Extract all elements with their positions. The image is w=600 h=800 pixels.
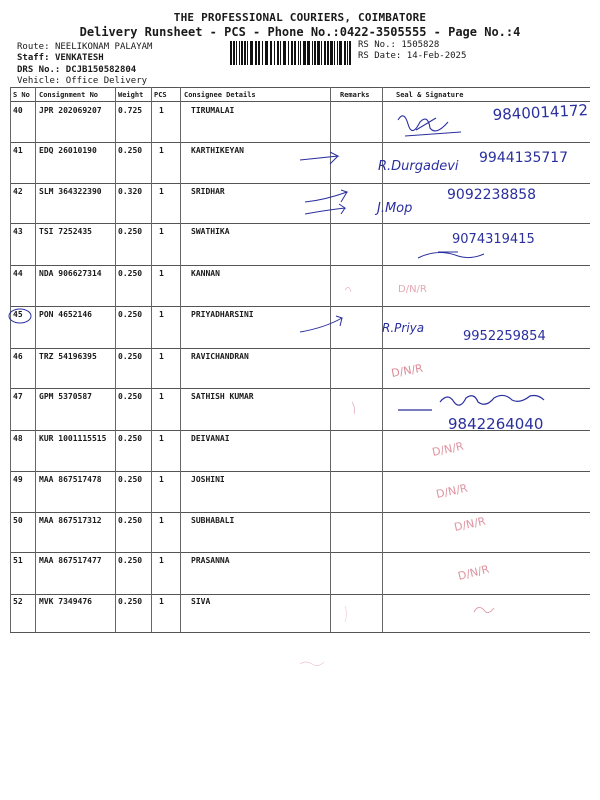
barcode-bar xyxy=(294,41,296,65)
barcode-bar xyxy=(255,41,257,65)
barcode-bar xyxy=(314,41,316,65)
rs-date-value: 14-Feb-2025 xyxy=(406,51,467,61)
column-divider xyxy=(35,87,36,632)
column-divider xyxy=(10,87,11,632)
signature-42: J.Mop xyxy=(377,201,413,216)
signature-41: R.Durgadevi xyxy=(378,159,459,174)
cell-consignee: SWATHIKA xyxy=(191,227,230,236)
cell-pcs: 1 xyxy=(159,556,164,565)
barcode-bar xyxy=(330,41,333,65)
barcode-bar xyxy=(233,41,235,65)
cell-weight: 0.250 xyxy=(118,475,143,484)
cell-weight: 0.250 xyxy=(118,392,143,401)
row-divider xyxy=(10,512,590,513)
staff-value: VENKATESH xyxy=(54,53,104,63)
row-divider xyxy=(10,101,590,102)
cell-weight: 0.250 xyxy=(118,516,143,525)
col-header-remarks: Remarks xyxy=(340,91,370,99)
barcode-bar xyxy=(347,41,348,65)
cell-sno: 43 xyxy=(13,227,23,236)
vehicle-label: Vehicle: xyxy=(17,76,61,86)
cell-consignment: NDA 906627314 xyxy=(39,269,102,278)
cell-pcs: 1 xyxy=(159,352,164,361)
col-header-sno: S No xyxy=(13,91,30,99)
barcode-bar xyxy=(334,41,335,65)
cell-consignment: MAA 867517478 xyxy=(39,475,102,484)
cell-consignment: EDQ 26010190 xyxy=(39,146,97,155)
cell-sno: 50 xyxy=(13,516,23,525)
column-divider xyxy=(115,87,116,632)
cell-pcs: 1 xyxy=(159,597,164,606)
col-header-seal: Seal & Signature xyxy=(396,91,464,99)
row-divider xyxy=(10,223,590,224)
barcode-bar xyxy=(241,41,243,65)
cell-weight: 0.250 xyxy=(118,434,143,443)
row-divider xyxy=(10,632,590,633)
cell-consignee: SUBHABALI xyxy=(191,516,235,525)
barcode-bar xyxy=(337,41,338,65)
cell-consignment: GPM 5370587 xyxy=(39,392,92,401)
row-divider xyxy=(10,594,590,595)
barcode-bar xyxy=(288,41,289,65)
route-value: NEELIKONAM PALAYAM xyxy=(54,42,153,52)
row-divider xyxy=(10,183,590,184)
barcode-bar xyxy=(300,41,301,65)
col-header-weight: Weight xyxy=(118,91,144,99)
phone-47: 9842264040 xyxy=(448,415,544,433)
cell-pcs: 1 xyxy=(159,106,164,115)
row-divider xyxy=(10,306,590,307)
barcode-bar xyxy=(291,41,293,65)
barcode-bar xyxy=(280,41,281,65)
runsheet-table xyxy=(10,87,590,632)
cell-consignment: JPR 202069207 xyxy=(39,106,102,115)
barcode-bar xyxy=(327,41,329,65)
cell-pcs: 1 xyxy=(159,475,164,484)
cell-sno: 44 xyxy=(13,269,23,278)
cell-consignment: MAA 867517312 xyxy=(39,516,102,525)
cell-consignment: MAA 867517477 xyxy=(39,556,102,565)
barcode-bar xyxy=(283,41,286,65)
cell-weight: 0.725 xyxy=(118,106,143,115)
cell-pcs: 1 xyxy=(159,187,164,196)
note-44: D/N/R xyxy=(398,284,427,295)
drs-value: DCJB150582804 xyxy=(65,65,137,75)
barcode-bar xyxy=(244,41,246,65)
row-divider xyxy=(10,471,590,472)
row-divider xyxy=(10,265,590,266)
col-header-consignee: Consignee Details xyxy=(184,91,256,99)
cell-consignment: KUR 1001115515 xyxy=(39,434,107,443)
cell-weight: 0.250 xyxy=(118,597,143,606)
cell-sno: 42 xyxy=(13,187,23,196)
row-divider xyxy=(10,142,590,143)
cell-consignment: SLM 364322390 xyxy=(39,187,102,196)
company-name: THE PROFESSIONAL COURIERS, COIMBATORE xyxy=(173,11,427,24)
barcode-bar xyxy=(274,41,275,65)
column-divider xyxy=(382,87,383,632)
cell-consignee: SIVA xyxy=(191,597,211,606)
stray-mark xyxy=(300,662,324,666)
drs-label: DRS No.: xyxy=(17,65,61,75)
rs-number-label: RS No.: xyxy=(358,40,396,50)
note-51: D/N/R xyxy=(456,562,491,583)
cell-weight: 0.250 xyxy=(118,352,143,361)
cell-weight: 0.320 xyxy=(118,187,143,196)
barcode-bar xyxy=(324,41,326,65)
barcode-bar xyxy=(344,41,346,65)
cell-weight: 0.250 xyxy=(118,146,143,155)
column-divider xyxy=(330,87,331,632)
cell-consignment: PON 4652146 xyxy=(39,310,92,319)
cell-weight: 0.250 xyxy=(118,227,143,236)
vehicle-line xyxy=(17,76,147,87)
phone-41: 9944135717 xyxy=(479,150,569,166)
row-divider xyxy=(10,552,590,553)
column-divider xyxy=(151,87,152,632)
cell-consignee: KANNAN xyxy=(191,269,220,278)
barcode-bar xyxy=(250,41,253,65)
cell-sno: 45 xyxy=(13,310,23,319)
barcode-bar xyxy=(239,41,240,65)
cell-pcs: 1 xyxy=(159,392,164,401)
drs-line xyxy=(17,65,136,76)
cell-consignee: DEIVANAI xyxy=(191,434,230,443)
phone-45: 9952259854 xyxy=(463,329,546,344)
cell-consignee: KARTHIKEYAN xyxy=(191,146,244,155)
cell-pcs: 1 xyxy=(159,310,164,319)
barcode-bar xyxy=(262,41,263,65)
cell-weight: 0.250 xyxy=(118,269,143,278)
cell-consignee: SATHISH KUMAR xyxy=(191,392,254,401)
cell-consignee: TIRUMALAI xyxy=(191,106,235,115)
cell-weight: 0.250 xyxy=(118,310,143,319)
col-header-pcs: PCS xyxy=(154,91,167,99)
route-line xyxy=(17,42,152,53)
rs-number-line xyxy=(358,40,439,50)
cell-sno: 46 xyxy=(13,352,23,361)
vehicle-value: Office Delivery xyxy=(65,76,148,86)
cell-consignee: PRASANNA xyxy=(191,556,230,565)
barcode-bar xyxy=(339,41,342,65)
row-divider xyxy=(10,388,590,389)
rs-date-line xyxy=(358,51,466,61)
route-label: Route: xyxy=(17,42,50,52)
barcode-bar xyxy=(270,41,272,65)
barcode-bar xyxy=(230,41,232,65)
barcode-bar xyxy=(277,41,279,65)
cell-consignee: SRIDHAR xyxy=(191,187,225,196)
barcode-bar xyxy=(247,41,248,65)
barcode-bar xyxy=(265,41,268,65)
row-divider xyxy=(10,430,590,431)
barcode-bar xyxy=(321,41,322,65)
cell-sno: 49 xyxy=(13,475,23,484)
barcode-bar xyxy=(303,41,306,65)
staff-line xyxy=(17,53,104,64)
rs-date-label: RS Date: xyxy=(358,51,402,61)
cell-sno: 40 xyxy=(13,106,23,115)
cell-consignee: JOSHINI xyxy=(191,475,225,484)
signature-45: R.Priya xyxy=(382,321,425,335)
phone-43: 9074319415 xyxy=(452,232,535,247)
barcode-bar xyxy=(307,41,310,65)
phone-40: 9840014172 xyxy=(492,101,589,124)
cell-sno: 52 xyxy=(13,597,23,606)
cell-sno: 47 xyxy=(13,392,23,401)
note-50: D/N/R xyxy=(452,514,487,534)
note-46: D/N/R xyxy=(390,361,424,380)
cell-sno: 48 xyxy=(13,434,23,443)
cell-sno: 51 xyxy=(13,556,23,565)
row-divider xyxy=(10,348,590,349)
barcode-bar xyxy=(317,41,320,65)
cell-consignee: PRIYADHARSINI xyxy=(191,310,254,319)
cell-consignment: TRZ 54196395 xyxy=(39,352,97,361)
row-divider xyxy=(10,87,590,88)
cell-consignment: TSI 7252435 xyxy=(39,227,92,236)
note-49: D/N/R xyxy=(434,481,469,501)
cell-pcs: 1 xyxy=(159,434,164,443)
barcode xyxy=(230,41,354,65)
cell-weight: 0.250 xyxy=(118,556,143,565)
note-48: D/N/R xyxy=(430,439,465,459)
col-header-consignment: Consignment No xyxy=(39,91,99,99)
column-divider xyxy=(180,87,181,632)
barcode-bar xyxy=(349,41,351,65)
barcode-bar xyxy=(312,41,313,65)
cell-consignment: MVK 7349476 xyxy=(39,597,92,606)
runsheet-title: Delivery Runsheet - PCS - Phone No.:0422-3505555 - Page No.:4 xyxy=(79,25,521,39)
cell-pcs: 1 xyxy=(159,146,164,155)
cell-sno: 41 xyxy=(13,146,23,155)
phone-42: 9092238858 xyxy=(447,187,537,203)
staff-label: Staff: xyxy=(17,53,50,63)
cell-consignee: RAVICHANDRAN xyxy=(191,352,249,361)
cell-pcs: 1 xyxy=(159,516,164,525)
cell-pcs: 1 xyxy=(159,269,164,278)
barcode-bar xyxy=(236,41,237,65)
rs-number-value: 1505828 xyxy=(401,40,440,50)
barcode-bar xyxy=(258,41,260,65)
cell-pcs: 1 xyxy=(159,227,164,236)
barcode-bar xyxy=(298,41,299,65)
